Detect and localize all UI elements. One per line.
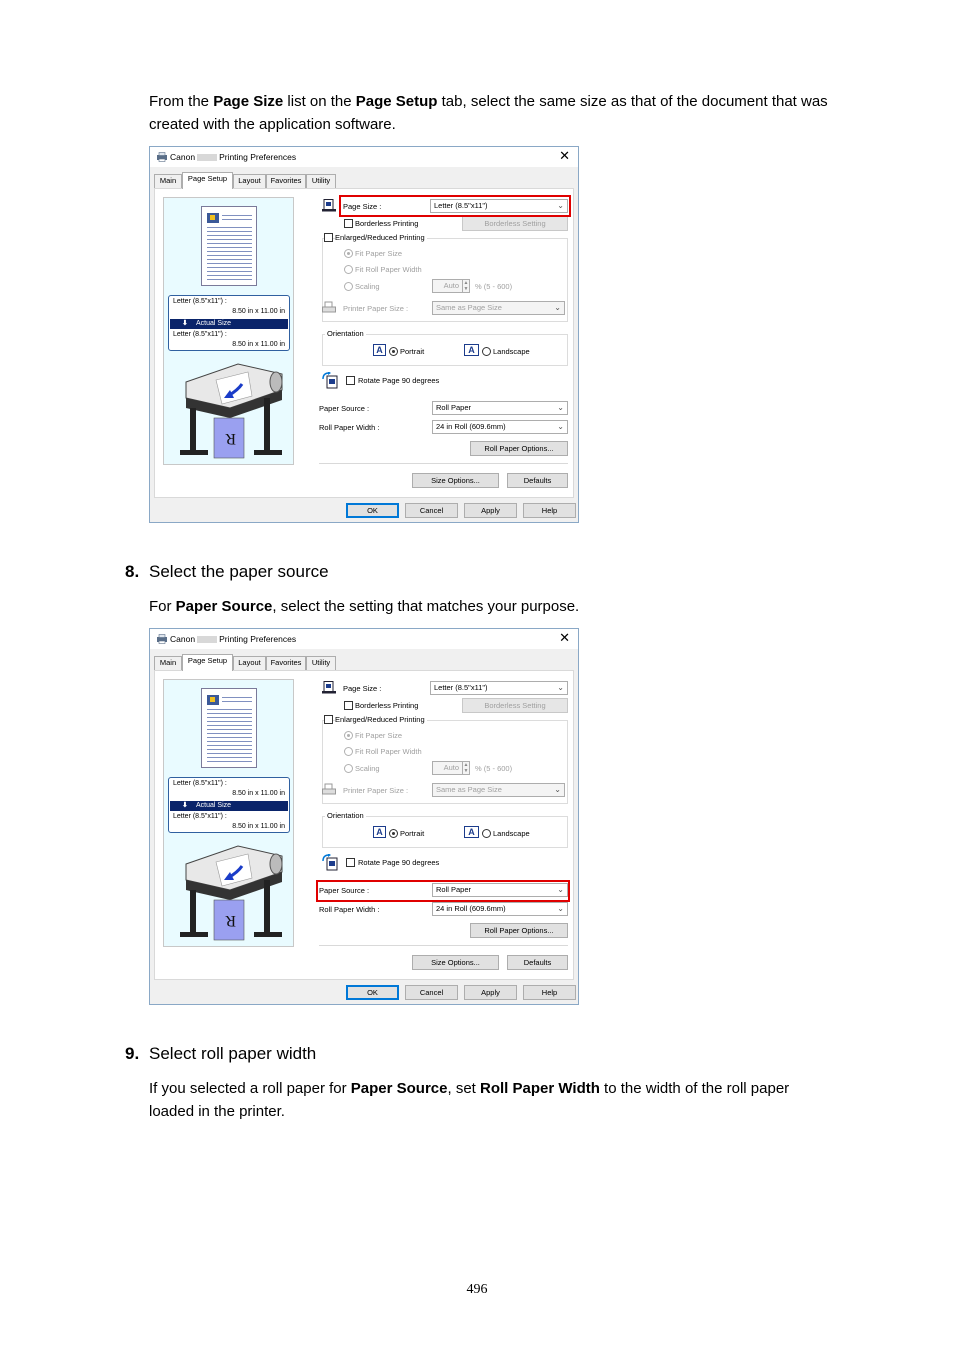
size-line: Letter (8.5"x11") : [173,780,227,787]
portrait-radio[interactable] [389,829,398,838]
chevron-down-icon: ⌄ [557,422,564,431]
printing-preferences-dialog [149,628,579,1005]
fit-paper-radio[interactable] [344,731,353,740]
roll-width-label: Roll Paper Width : [319,423,380,432]
orientation-group [322,816,568,848]
page-number: 496 [466,1282,488,1297]
dialog-titlebar [150,147,578,167]
page-size-highlight [339,195,571,217]
rotate-label: Rotate Page 90 degrees [358,858,440,867]
page-size-label: Page Size : [343,202,382,211]
landscape-label: Landscape [493,829,530,838]
scaling-range-label: % (5 - 600) [475,282,513,291]
tab-main[interactable]: Main [154,656,182,670]
defaults-button[interactable]: Defaults [507,473,568,488]
preview-area [163,197,294,465]
tab-layout[interactable]: Layout [233,656,266,670]
rotate-label: Rotate Page 90 degrees [358,376,440,385]
printer-paper-label: Printer Paper Size : [343,304,409,313]
fit-paper-label: Fit Paper Size [355,731,403,740]
printer-illustration-icon [178,842,288,946]
chevron-down-icon: ⌄ [554,785,561,794]
actual-size-label: Actual Size [196,320,232,327]
intro-page-setup-term: Page Setup [355,93,438,110]
chevron-down-icon: ⌄ [557,885,564,894]
roll-width-select[interactable]: 24 in Roll (609.6mm) ⌄ [432,902,568,916]
printer-paper-select[interactable]: Same as Page Size ⌄ [432,301,565,315]
roll-paper-options-button[interactable]: Roll Paper Options... [470,923,568,938]
intro-text: created with the application software. [149,116,396,133]
close-icon[interactable]: ✕ [559,148,570,163]
size-options-button[interactable]: Size Options... [412,473,499,488]
portrait-label: Portrait [400,347,425,356]
scaling-input[interactable]: Auto [432,279,463,293]
fit-roll-radio[interactable] [344,265,353,274]
tab-main[interactable]: Main [154,174,182,188]
help-button[interactable]: Help [523,503,576,518]
page-setup-panel [154,670,574,980]
portrait-icon: A [373,344,386,356]
borderless-setting-button[interactable]: Borderless Setting [462,216,568,231]
actual-size-label: Actual Size [196,802,232,809]
step-title: Select the paper source [149,562,329,581]
help-button[interactable]: Help [523,985,576,1000]
printing-preferences-dialog [149,146,579,523]
roll-paper-width-term: Roll Paper Width [480,1080,600,1097]
borderless-checkbox[interactable] [344,219,353,228]
preview-area [163,679,294,947]
enlarged-checkbox[interactable] [324,233,333,242]
step-9-paragraph: If you selected a roll paper for Paper Source, set Roll Paper Width to the width of the roll paper loaded in the printer. [149,1080,790,1120]
paper-preview [201,688,257,768]
paper-source-label: Paper Source : [319,404,370,413]
tab-favorites[interactable]: Favorites [266,656,306,670]
tab-page-setup[interactable]: Page Setup [182,654,233,671]
rotate-checkbox[interactable] [346,376,355,385]
borderless-label: Borderless Printing [355,219,419,228]
chevron-down-icon: ⌄ [557,904,564,913]
size-line: 8.50 in x 11.00 in [232,823,285,830]
ok-button[interactable]: OK [346,985,399,1000]
landscape-radio[interactable] [482,829,491,838]
close-icon[interactable]: ✕ [559,630,570,645]
size-info-box [168,777,290,833]
roll-width-select[interactable]: 24 in Roll (609.6mm) ⌄ [432,420,568,434]
landscape-icon: A [464,344,479,356]
paper-source-select[interactable]: Roll Paper ⌄ [432,883,568,897]
intro-paragraph [149,90,889,136]
rotate-page-icon [322,372,338,389]
printer-paper-label: Printer Paper Size : [343,786,409,795]
scaling-label: Scaling [355,282,380,291]
step-title: Select roll paper width [149,1044,317,1063]
redacted-model [197,636,217,643]
actual-size-row [170,319,288,329]
size-line: 8.50 in x 11.00 in [232,341,285,348]
roll-paper-options-button[interactable]: Roll Paper Options... [470,441,568,456]
rotate-checkbox[interactable] [346,858,355,867]
borderless-setting-button[interactable]: Borderless Setting [462,698,568,713]
paper-source-select[interactable]: Roll Paper ⌄ [432,401,568,415]
portrait-label: Portrait [400,829,425,838]
size-options-button[interactable]: Size Options... [412,955,499,970]
chevron-down-icon: ⌄ [557,201,564,210]
cancel-button[interactable]: Cancel [405,503,458,518]
image-icon [207,213,219,223]
dialog-title: Canon Printing Preferences [170,152,297,162]
page-size-icon [322,681,336,694]
page-size-icon [322,199,336,212]
scaling-radio[interactable] [344,282,353,291]
printer-paper-icon [322,783,336,796]
roll-width-label: Roll Paper Width : [319,905,380,914]
size-info-box [168,295,290,351]
dialog-titlebar [150,629,578,649]
intro-page-size-term: Page Size [213,93,284,110]
paper-source-term: Paper Source [350,1080,448,1097]
tab-favorites[interactable]: Favorites [266,174,306,188]
paper-source-label: Paper Source : [319,886,370,895]
scaling-label: Scaling [355,764,380,773]
svg-text:R: R [225,912,236,929]
chevron-down-icon: ⌄ [557,403,564,412]
chevron-down-icon: ⌄ [554,303,561,312]
step-number: 8. [125,562,140,581]
printer-illustration-icon [178,360,288,464]
rotate-page-icon [322,854,338,871]
scaling-range-label: % (5 - 600) [475,764,513,773]
dialog-title: Canon Printing Preferences [170,634,297,644]
page-size-select[interactable]: Letter (8.5"x11") ⌄ [430,681,568,695]
scaling-stepper[interactable]: ▲ ▼ [463,280,469,292]
fit-paper-radio[interactable] [344,249,353,258]
separator [319,463,568,464]
ok-button[interactable]: OK [346,503,399,518]
landscape-icon: A [464,826,479,838]
landscape-label: Landscape [493,347,530,356]
size-line: 8.50 in x 11.00 in [232,308,285,315]
tab-utility[interactable]: Utility [306,656,336,670]
tab-utility[interactable]: Utility [306,174,336,188]
portrait-icon: A [373,826,386,838]
tab-layout[interactable]: Layout [233,174,266,188]
paper-source-term: Paper Source [175,598,273,615]
borderless-checkbox[interactable] [344,701,353,710]
printer-app-icon [156,152,168,162]
down-arrow-icon: ⬇ [182,802,188,809]
fit-roll-label: Fit Roll Paper Width [355,747,422,756]
orientation-label: Orientation [327,811,364,820]
fit-roll-label: Fit Roll Paper Width [355,265,422,274]
intro-text: tab, select the same size as that of the document that was [437,93,828,110]
borderless-label: Borderless Printing [355,701,419,710]
svg-text:R: R [225,430,236,447]
paper-source-highlight [316,880,570,902]
size-line: Letter (8.5"x11") : [173,331,227,338]
size-line: Letter (8.5"x11") : [173,813,227,820]
printer-paper-select[interactable]: Same as Page Size ⌄ [432,783,565,797]
size-line: Letter (8.5"x11") : [173,298,227,305]
page-setup-panel [154,188,574,498]
enlarged-label: Enlarged/Reduced Printing [335,233,425,242]
page-size-label: Page Size : [343,684,382,693]
fit-roll-radio[interactable] [344,747,353,756]
separator [319,945,568,946]
down-arrow-icon: ⬇ [182,320,188,327]
chevron-down-icon: ⌄ [557,683,564,692]
orientation-group [322,334,568,366]
portrait-radio[interactable] [389,347,398,356]
paper-preview [201,206,257,286]
printer-app-icon [156,634,168,644]
intro-text: From the [149,93,214,110]
enlarged-checkbox[interactable] [324,715,333,724]
actual-size-row [170,801,288,811]
step-number: 9. [125,1044,140,1063]
fit-paper-label: Fit Paper Size [355,249,403,258]
page-size-select[interactable]: Letter (8.5"x11") ⌄ [430,199,568,213]
scaling-radio[interactable] [344,764,353,773]
redacted-model [197,154,217,161]
apply-button[interactable]: Apply [464,503,517,518]
intro-text: list on the [283,93,356,110]
enlarged-label: Enlarged/Reduced Printing [335,715,425,724]
printer-paper-icon [322,301,336,314]
apply-button[interactable]: Apply [464,985,517,1000]
size-line: 8.50 in x 11.00 in [232,790,285,797]
scaling-stepper[interactable]: ▲ ▼ [463,762,469,774]
cancel-button[interactable]: Cancel [405,985,458,1000]
image-icon [207,695,219,705]
defaults-button[interactable]: Defaults [507,955,568,970]
orientation-label: Orientation [327,329,364,338]
scaling-input[interactable]: Auto [432,761,463,775]
tab-page-setup[interactable]: Page Setup [182,172,233,189]
step-8-paragraph: For Paper Source, select the setting that matches your purpose. [149,598,580,615]
landscape-radio[interactable] [482,347,491,356]
